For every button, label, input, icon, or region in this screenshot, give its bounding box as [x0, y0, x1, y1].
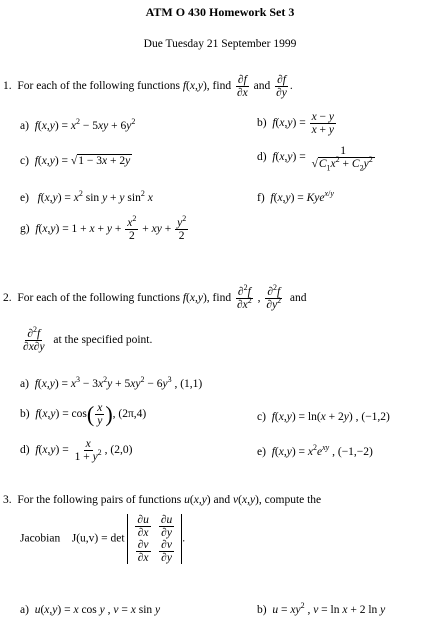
q2-item-b: b) f(x,y) = cos( $\frac{x}{y}$ ), (2π,4) [20, 401, 147, 427]
q1-item-d: d) f(x,y) = $\frac{1}{√C_1x^2 + C_2y^2}$ [257, 145, 373, 173]
due-date: Due Tuesday 21 September 1999 [143, 38, 297, 50]
q2-item-d: d) f(x,y) = $\frac{x}{1 + y^2}$ , (2,0) [20, 438, 133, 463]
question-number: 1. [3, 80, 12, 93]
at-point-text: at the specified point. [53, 334, 153, 347]
and-text: and [289, 292, 307, 305]
question-text: For each of the following functions [17, 292, 180, 305]
and-text: and [213, 494, 231, 506]
q2-item-e: e) $f(x,y) = x^2e^{xy}$ , (−1,−2) [257, 443, 373, 458]
question-1: 1. For each of the following functions f(x,y), find $\frac{\partial f}{\partial x}$ and $\frac{\partial f}{\partial y}$ . [3, 74, 293, 99]
compute-text: , compute the [258, 494, 322, 506]
q3-item-a: a) u(x,y) = x cos y , v = x sin y [20, 604, 161, 616]
q1-item-f: f) f(x,y) = Kye$^{x/y}$ [257, 189, 334, 204]
and-text: and [253, 80, 271, 93]
q2-item-a: a) $f(x,y) = x^3 - 3x^2y + 5xy^2 - 6y^3$ , (1,1) [20, 375, 203, 390]
question-text: For each of the following functions [17, 80, 180, 93]
jacobian-def: J(u,v) = det [71, 532, 125, 545]
question-number: 2. [3, 292, 12, 305]
q1-item-g: g) f(x,y) = 1 + x + y + $\frac{x^2}{2}$ + xy + $\frac{y^2}{2}$ [20, 214, 187, 242]
q2-mixed-partial: $\frac{\partial^2f}{\partial x\partial y}$ at the specified point. [23, 325, 153, 353]
q1-item-b: b) f(x,y) = $\frac{x - y}{x + y}$ [257, 111, 335, 136]
q1-item-c: c) f(x,y) = √1 − 3x + 2y [20, 155, 131, 167]
question-3: 3. For the following pairs of functions u(x,y) and v(x,y), compute the [3, 494, 322, 506]
q1-item-a: a) $f(x,y) = x^2 - 5xy + 6y^2$ [20, 117, 136, 132]
jacobian-matrix: $\frac{\partial u}{\partial x}$ $\frac{\partial u}{\partial y}$ $\frac{\partial v}{\partial x}$ $\frac{\partial v}{\partial y}$ [127, 514, 182, 564]
page-title: ATM O 430 Homework Set 3 [145, 5, 295, 19]
q3-item-b: b) $u = xy^2$ , v = ln x + 2 ln y [257, 601, 386, 616]
jacobian-definition: Jacobian J(u,v) = det $\frac{\partial u}{\partial x}$ $\frac{\partial u}{\partial y}$ $\frac{\partial v}{\partial x}$ $\frac{\partial v}{\partial y}$ . [20, 514, 186, 564]
question-2: 2. For each of the following functions f(x,y), find $\frac{\partial^2f}{\partial x^2}$ , $\frac{\partial^2f}{\partial y^2}$ and [3, 283, 307, 311]
question-text: For the following pairs of functions [17, 494, 182, 506]
find-text: , find [206, 292, 232, 305]
q2-item-c: c) f(x,y) = ln(x + 2y) , (−1,2) [257, 411, 390, 423]
find-text: , find [206, 80, 232, 93]
jacobian-word: Jacobian [20, 532, 61, 545]
question-number: 3. [3, 494, 12, 506]
q1-item-e: e) $f(x,y) = x^2$ sin y + y $\sin^2 x$ [20, 189, 153, 204]
